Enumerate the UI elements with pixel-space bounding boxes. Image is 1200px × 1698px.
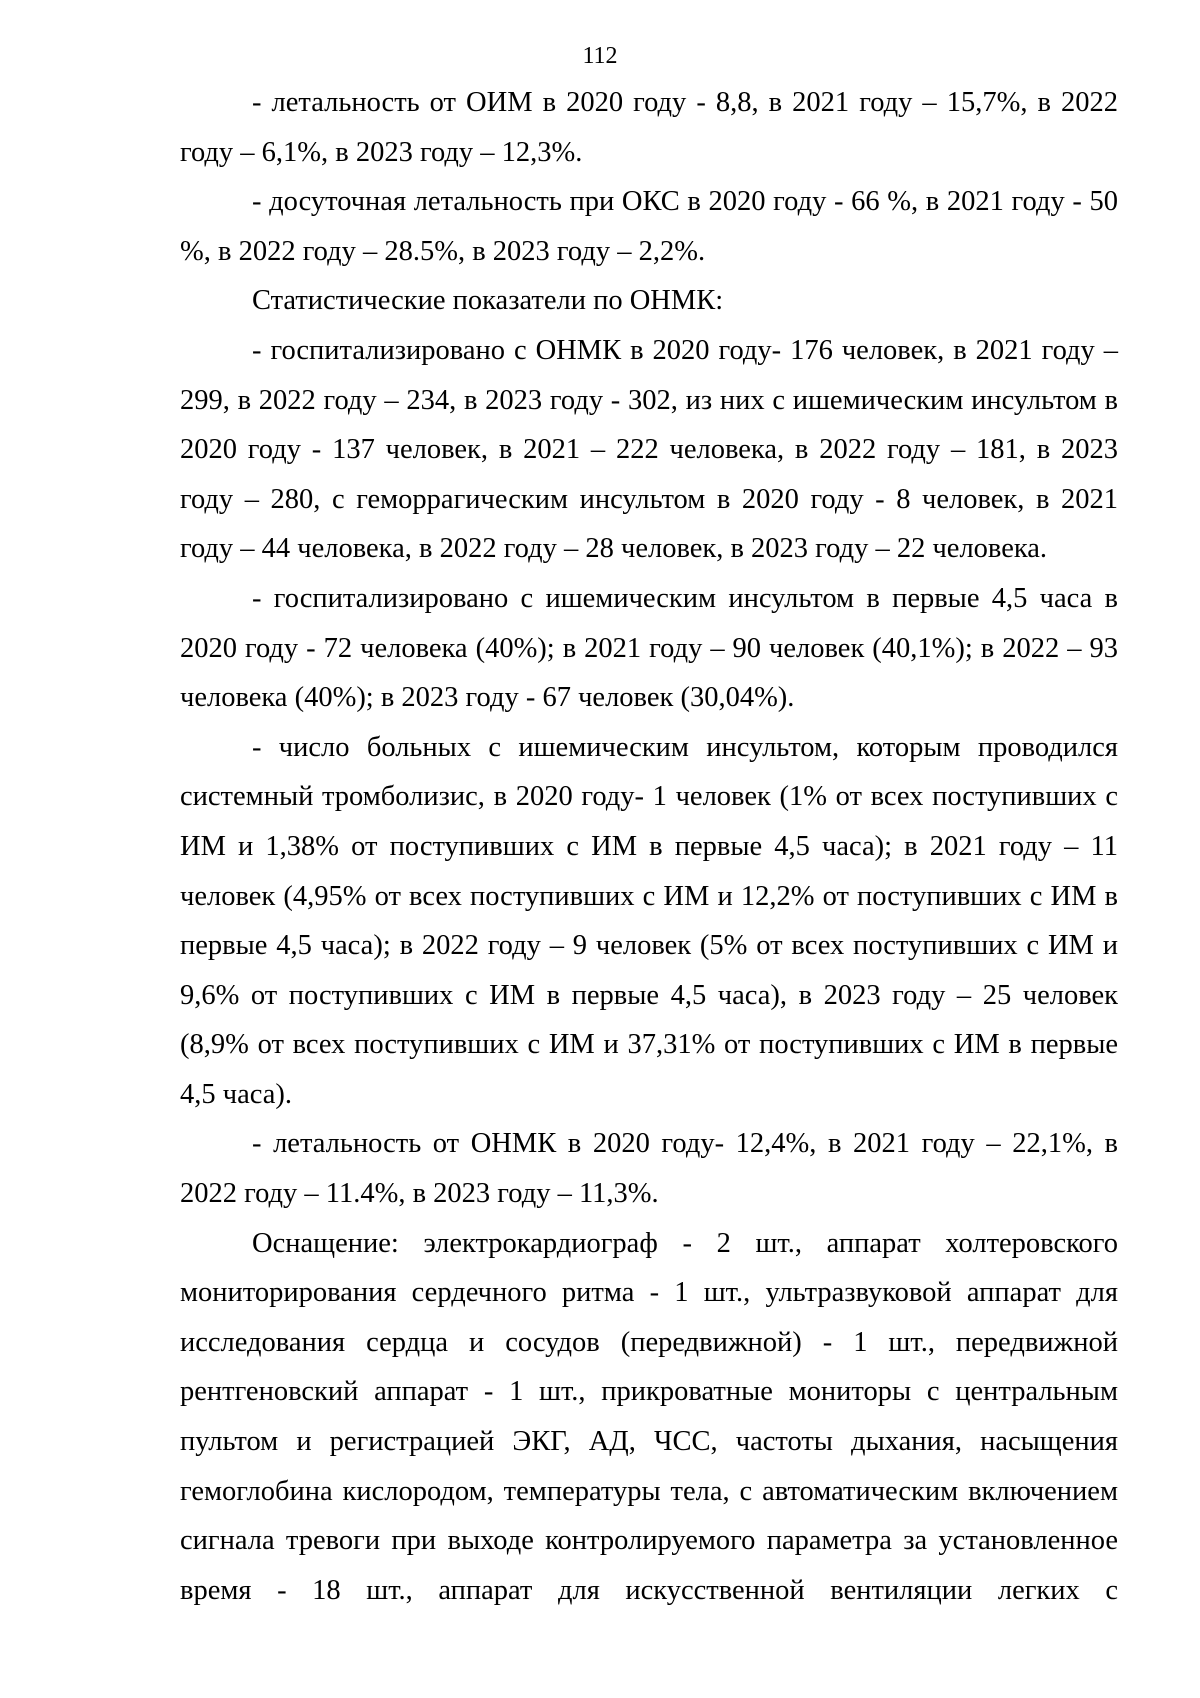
paragraph-thrombolysis: - число больных с ишемическим инсультом, которым проводился системный тромболизис, в 2020 году- 1 человек (1% от всех поступивших с ИМ и 1,38% от поступивших с ИМ в первые 4,5 часа); в 2021 году – 11 человек (4,95% от всех поступивших с ИМ и 12,2% от поступивших с ИМ в первые 4,5 часа); в 2022 году – 9 человек (5% от всех поступивших с ИМ и 9,6% от поступивших с ИМ в первые 4,5 часа), в 2023 году – 25 человек (8,9% от всех поступивших с ИМ и 37,31% от поступивших с ИМ в первые 4,5 часа). (180, 731, 1118, 1110)
paragraph-stroke-stats-heading: Статистические показатели по ОНМК: (252, 285, 724, 317)
paragraph-ischemic-first-hours: - госпитализировано с ишемическим инсультом в первые 4,5 часа в 2020 году - 72 человека (40%); в 2021 году – 90 человек (40,1%); в 2022 – 93 человека (40%); в 2023 году - 67 человек (30,04%). (180, 582, 1118, 714)
paragraph-stroke-hospitalized: - госпитализировано с ОНМК в 2020 году- 176 человек, в 2021 году – 299, в 2022 году – 234, в 2023 году - 302, из них с ишемическим инсультом в 2020 году - 137 человек, в 2021 – 222 человека, в 2022 году – 181, в 2023 году – 280, с геморрагическим инсультом в 2020 году - 8 человек, в 2021 году – 44 человека, в 2022 году – 28 человек, в 2023 году – 22 человека. (180, 334, 1118, 565)
paragraph-stroke-mortality: - летальность от ОНМК в 2020 году- 12,4%, в 2021 году – 22,1%, в 2022 году – 11.4%, в 2023 году – 11,3%. (180, 1128, 1118, 1210)
document-body (180, 78, 1118, 1615)
paragraph-acs-daily-mortality: - досуточная летальность при ОКС в 2020 году - 66 %, в 2021 году - 50 %, в 2022 году – 28.5%, в 2023 году – 2,2%. (180, 186, 1118, 267)
paragraph-equipment: Оснащение: электрокардиограф - 2 шт., аппарат холтеровского мониторирования сердечного ритма - 1 шт., ультразвуковой аппарат для исследования сердца и сосудов (передвижной) - 1 шт., передвижной рентгеновский аппарат - 1 шт., прикроватные мониторы с центральным пультом и регистрацией ЭКГ, АД, ЧСС, частоты дыхания, насыщения гемоглобина кислородом, температуры тела, с автоматическим включением сигнала тревоги при выходе контролируемого параметра за установленное время - 18 шт., аппарат для искусственной вентиляции легких с (180, 1227, 1118, 1606)
paragraph-ami-mortality: - летальность от ОИМ в 2020 году - 8,8, в 2021 году – 15,7%, в 2022 году – 6,1%, в 2023 году – 12,3%. (180, 87, 1118, 168)
page-number: 112 (582, 43, 618, 69)
